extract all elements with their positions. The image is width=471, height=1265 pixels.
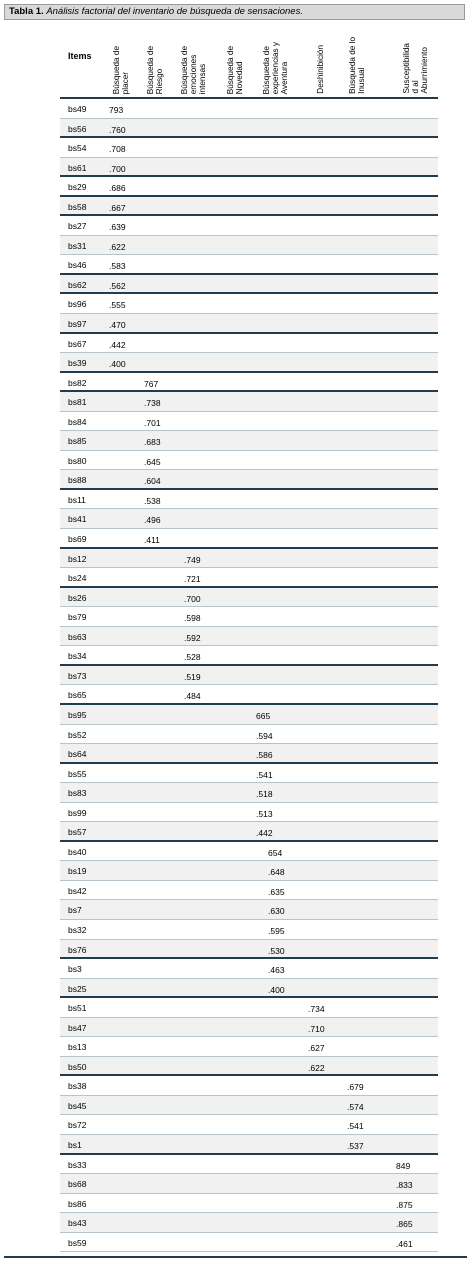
- item-id: bs50: [68, 1061, 87, 1072]
- loading-value: .519: [184, 671, 201, 682]
- table-row: [60, 1155, 438, 1175]
- table-body: [60, 99, 438, 1252]
- table-row: [60, 334, 438, 354]
- item-id: bs80: [68, 455, 87, 466]
- loading-value: .442: [109, 339, 126, 350]
- table-row: [60, 861, 438, 881]
- item-id: bs55: [68, 768, 87, 779]
- item-id: bs3: [68, 964, 82, 975]
- loading-value: .555: [109, 300, 126, 311]
- table-row: [60, 744, 438, 764]
- item-id: bs43: [68, 1218, 87, 1229]
- table-row: [60, 1057, 438, 1077]
- item-id: bs65: [68, 690, 87, 701]
- loading-value: .645: [144, 456, 161, 467]
- loading-value: .639: [109, 222, 126, 233]
- table-row: [60, 119, 438, 139]
- table-row: [60, 685, 438, 705]
- item-id: bs62: [68, 279, 87, 290]
- table-caption: [4, 4, 465, 20]
- loading-value: .562: [109, 280, 126, 291]
- item-id: bs96: [68, 299, 87, 310]
- table-row: [60, 783, 438, 803]
- loading-value: .760: [109, 124, 126, 135]
- table-row: [60, 803, 438, 823]
- table-row: [60, 509, 438, 529]
- loading-value: .411: [144, 535, 160, 546]
- loading-value: .574: [347, 1101, 364, 1112]
- table-row: [60, 177, 438, 197]
- table-row: [60, 138, 438, 158]
- loading-value: .865: [396, 1219, 413, 1230]
- loading-value: .648: [268, 867, 285, 878]
- table-row: [60, 197, 438, 217]
- loading-value: .622: [109, 241, 126, 252]
- loading-value: .530: [268, 945, 285, 956]
- table-row: [60, 275, 438, 295]
- item-id: bs25: [68, 983, 87, 994]
- item-id: bs97: [68, 319, 87, 330]
- table-row: [60, 412, 438, 432]
- item-id: bs84: [68, 416, 87, 427]
- item-id: bs81: [68, 397, 87, 408]
- table-row: [60, 216, 438, 236]
- table-row: [60, 1076, 438, 1096]
- item-id: bs99: [68, 807, 87, 818]
- table-row: [60, 1233, 438, 1253]
- table-bottom-rule: [4, 1256, 467, 1258]
- item-id: bs54: [68, 143, 87, 154]
- loading-value: .700: [109, 163, 126, 174]
- table-row: [60, 431, 438, 451]
- table-header: [60, 21, 438, 99]
- table-row: [60, 1037, 438, 1057]
- table-row: [60, 1115, 438, 1135]
- item-id: bs56: [68, 123, 87, 134]
- loading-value: .400: [268, 984, 285, 995]
- loading-value: .734: [308, 1004, 325, 1015]
- loading-value: .470: [109, 320, 126, 331]
- loading-value: .461: [396, 1238, 413, 1249]
- table-row: [60, 568, 438, 588]
- table-row: [60, 881, 438, 901]
- table-row: [60, 1096, 438, 1116]
- item-id: bs1: [68, 1139, 82, 1150]
- item-id: bs57: [68, 827, 87, 838]
- loading-value: .833: [396, 1180, 413, 1191]
- loading-value: .528: [184, 652, 201, 663]
- item-id: bs29: [68, 182, 87, 193]
- table-row: [60, 255, 438, 275]
- table-row: [60, 764, 438, 784]
- header-col-emociones: Búsqueda de emociones intensas: [180, 45, 207, 94]
- header-items: Items: [68, 51, 92, 61]
- table-row: [60, 607, 438, 627]
- loading-value: 793: [109, 105, 124, 115]
- item-id: bs52: [68, 729, 87, 740]
- loading-value: 654: [268, 847, 283, 858]
- item-id: bs88: [68, 475, 87, 486]
- loading-value: .513: [256, 808, 273, 819]
- table-row: [60, 236, 438, 256]
- item-id: bs68: [68, 1179, 87, 1190]
- loading-value: .710: [308, 1023, 325, 1034]
- loading-value: .538: [144, 495, 161, 506]
- table-row: [60, 940, 438, 960]
- loading-value: .442: [256, 828, 273, 839]
- table-row: [60, 900, 438, 920]
- table-row: [60, 549, 438, 569]
- loading-value: 849: [396, 1160, 411, 1171]
- item-id: bs76: [68, 944, 87, 955]
- item-id: bs27: [68, 221, 87, 232]
- loading-value: .683: [144, 437, 161, 448]
- loading-value: .627: [308, 1043, 325, 1054]
- item-id: bs67: [68, 338, 87, 349]
- loading-value: .592: [184, 632, 201, 643]
- loading-value: .400: [109, 359, 126, 370]
- loading-value: .496: [144, 515, 161, 526]
- table-row: [60, 725, 438, 745]
- item-id: bs47: [68, 1022, 87, 1033]
- table-row: [60, 1174, 438, 1194]
- loading-value: .686: [109, 183, 126, 194]
- item-id: bs79: [68, 612, 87, 623]
- header-col-novedad: Búsqueda de Novedad: [226, 45, 244, 94]
- item-id: bs34: [68, 651, 87, 662]
- item-id: bs38: [68, 1081, 87, 1092]
- table-row: [60, 529, 438, 549]
- loading-value: .604: [144, 476, 161, 487]
- table-row: [60, 158, 438, 178]
- loading-value: .484: [184, 691, 201, 702]
- loading-value: .583: [109, 261, 126, 272]
- item-id: bs42: [68, 885, 87, 896]
- item-id: bs13: [68, 1042, 87, 1053]
- table-row: [60, 822, 438, 842]
- header-col-aventura: Búsqueda de experiencias y Aventura: [262, 41, 289, 94]
- table-row: [60, 588, 438, 608]
- loading-value: .622: [308, 1062, 325, 1073]
- item-id: bs86: [68, 1198, 87, 1209]
- item-id: bs40: [68, 846, 87, 857]
- item-id: bs7: [68, 905, 82, 916]
- loading-value: .708: [109, 144, 126, 155]
- table-row: [60, 842, 438, 862]
- loading-value: .701: [144, 417, 161, 428]
- loading-value: .700: [184, 593, 201, 604]
- item-id: bs63: [68, 631, 87, 642]
- table-row: [60, 490, 438, 510]
- header-col-inusual: Búsqueda de lo Inusual: [348, 37, 366, 94]
- table-row: [60, 627, 438, 647]
- loading-value: .463: [268, 965, 285, 976]
- table-row: [60, 1135, 438, 1155]
- loading-value: .630: [268, 906, 285, 917]
- table-row: [60, 998, 438, 1018]
- item-id: bs59: [68, 1237, 87, 1248]
- header-col-aburrimiento: Susceptibilida d al Aburrimiento: [402, 43, 429, 94]
- loading-value: .537: [347, 1140, 364, 1151]
- loading-value: 665: [256, 710, 271, 721]
- table-row: [60, 959, 438, 979]
- item-id: bs46: [68, 260, 87, 271]
- item-id: bs19: [68, 866, 87, 877]
- loading-value: .749: [184, 554, 201, 565]
- loading-value: 767: [144, 378, 159, 389]
- loading-value: .635: [268, 886, 285, 897]
- item-id: bs69: [68, 534, 87, 545]
- item-id: bs32: [68, 924, 87, 935]
- loading-value: .738: [144, 398, 161, 409]
- loading-value: .541: [256, 769, 273, 780]
- header-col-deshinibicion: Deshinibición: [316, 45, 325, 94]
- table-row: [60, 666, 438, 686]
- item-id: bs73: [68, 670, 87, 681]
- table-row: [60, 99, 438, 119]
- item-id: bs51: [68, 1003, 87, 1014]
- table-row: [60, 979, 438, 999]
- caption-label: Tabla 1.: [9, 6, 44, 17]
- loading-value: .679: [347, 1082, 364, 1093]
- item-id: bs83: [68, 788, 87, 799]
- item-id: bs45: [68, 1100, 87, 1111]
- loading-value: .518: [256, 789, 273, 800]
- item-id: bs61: [68, 162, 87, 173]
- item-id: bs85: [68, 436, 87, 447]
- loading-value: .595: [268, 925, 285, 936]
- caption-title: Análisis factorial del inventario de búsqueda de sensaciones.: [46, 6, 303, 17]
- item-id: bs31: [68, 240, 87, 251]
- item-id: bs82: [68, 377, 87, 388]
- header-col-riesgo: Búsqueda de Riesgo: [146, 45, 164, 94]
- table-row: [60, 392, 438, 412]
- loading-value: .594: [256, 730, 273, 741]
- item-id: bs41: [68, 514, 87, 525]
- table-row: [60, 1213, 438, 1233]
- item-id: bs12: [68, 553, 87, 564]
- table-row: [60, 920, 438, 940]
- item-id: bs24: [68, 573, 87, 584]
- table-row: [60, 1194, 438, 1214]
- item-id: bs26: [68, 592, 87, 603]
- loading-value: .541: [347, 1121, 364, 1132]
- table-row: [60, 294, 438, 314]
- table-row: [60, 451, 438, 471]
- item-id: bs11: [68, 494, 86, 505]
- item-id: bs49: [68, 104, 87, 114]
- table-row: [60, 373, 438, 393]
- loading-value: .721: [184, 574, 201, 585]
- header-col-placer: Búsqueda de placer: [112, 45, 130, 94]
- table-row: [60, 705, 438, 725]
- loading-value: .598: [184, 613, 201, 624]
- item-id: bs39: [68, 358, 87, 369]
- loading-value: .875: [396, 1199, 413, 1210]
- table-row: [60, 314, 438, 334]
- item-id: bs33: [68, 1159, 87, 1170]
- item-id: bs72: [68, 1120, 87, 1131]
- table-row: [60, 1018, 438, 1038]
- table-row: [60, 353, 438, 373]
- table-row: [60, 646, 438, 666]
- table-row: [60, 470, 438, 490]
- item-id: bs95: [68, 709, 87, 720]
- loading-value: .586: [256, 750, 273, 761]
- loading-value: .667: [109, 202, 126, 213]
- item-id: bs64: [68, 749, 87, 760]
- item-id: bs58: [68, 201, 87, 212]
